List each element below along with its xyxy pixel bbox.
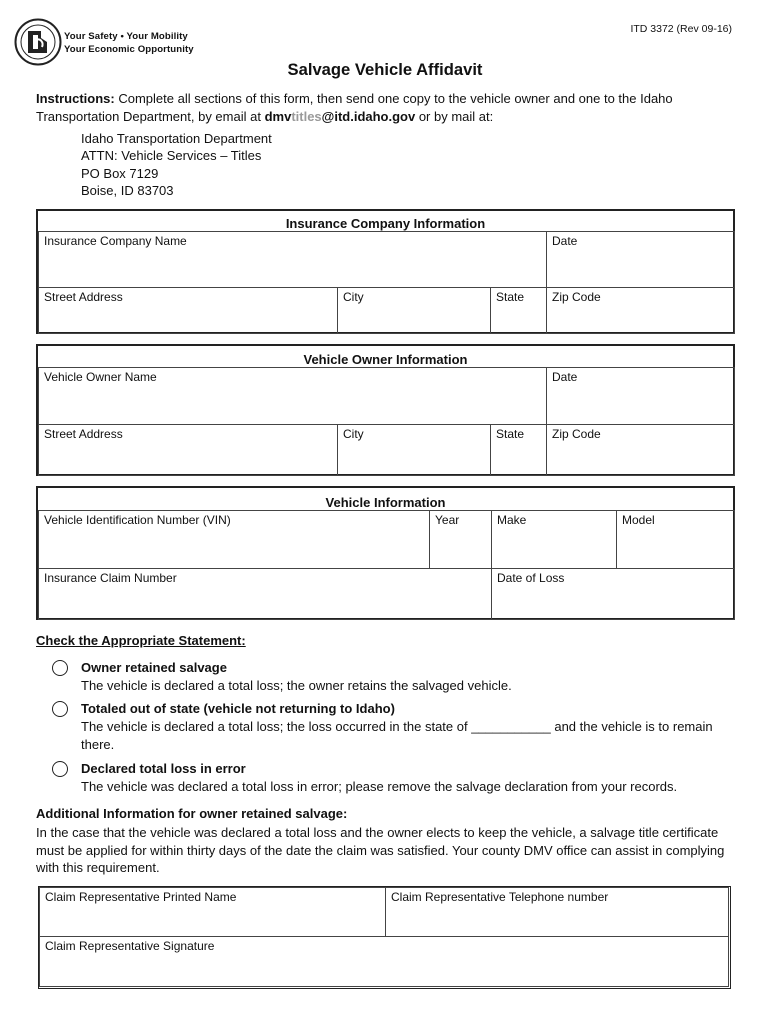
instructions-text-2: or by mail at: [415, 108, 494, 124]
option-description: The vehicle is declared a total loss; the owner retains the salvaged vehicle. [81, 678, 512, 693]
tagline-line-1: Your Safety • Your Mobility [64, 31, 188, 42]
email-part-2[interactable]: titles [291, 108, 322, 124]
vehicle-owner-section [36, 344, 735, 476]
claim-representative-section [38, 886, 731, 989]
vehicle-information-section [36, 486, 735, 620]
email-part-1[interactable]: dmv [264, 108, 292, 124]
date-of-loss-field[interactable]: Date of Loss [491, 568, 735, 620]
additional-info-heading: Additional Information for owner retained salvage: [36, 806, 348, 821]
insurance-claim-number-field[interactable]: Insurance Claim Number [38, 568, 492, 620]
insurance-city-field[interactable]: City [337, 287, 491, 334]
section-title: Vehicle Information [325, 495, 446, 510]
representative-signature-field[interactable]: Claim Representative Signature [39, 936, 729, 987]
insurance-street-address-field[interactable]: Street Address [38, 287, 338, 334]
form-number: ITD 3372 (Rev 09-16) [630, 23, 732, 35]
representative-printed-name-field[interactable]: Claim Representative Printed Name [39, 887, 386, 937]
insurance-state-field[interactable]: State [490, 287, 547, 334]
option-heading: Owner retained salvage [81, 660, 227, 675]
instructions-paragraph [36, 90, 736, 125]
statement-heading: Check the Appropriate Statement: [36, 633, 246, 648]
option-description: The vehicle was declared a total loss in error; please remove the salvage declaration from your records. [81, 779, 678, 794]
model-field[interactable]: Model [616, 510, 735, 569]
owner-street-address-field[interactable]: Street Address [38, 424, 338, 476]
make-field[interactable]: Make [491, 510, 617, 569]
owner-state-field[interactable]: State [490, 424, 547, 476]
vin-field[interactable]: Vehicle Identification Number (VIN) [38, 510, 430, 569]
insurance-company-name-field[interactable]: Insurance Company Name [38, 231, 547, 288]
page-title: Salvage Vehicle Affidavit [287, 60, 483, 79]
mailing-address [81, 130, 272, 200]
owner-zip-field[interactable]: Zip Code [546, 424, 735, 476]
radio-button[interactable] [52, 660, 68, 676]
instructions-label: Instructions: [36, 91, 115, 106]
option-heading: Declared total loss in error [81, 761, 246, 776]
instructions-text-1: Complete all sections of this form, then send one copy to the vehicle owner and one to the Idaho Transportation Department, by email at [36, 91, 673, 124]
radio-button[interactable] [52, 701, 68, 717]
email-part-3[interactable]: @itd.idaho.gov [321, 108, 416, 124]
itd-logo-icon [14, 18, 62, 66]
insurance-company-section [36, 209, 735, 334]
address-line: ATTN: Vehicle Services – Titles [81, 148, 262, 164]
owner-city-field[interactable]: City [337, 424, 491, 476]
radio-button[interactable] [52, 761, 68, 777]
address-line: Boise, ID 83703 [81, 183, 174, 199]
option-description: The vehicle is declared a total loss; the loss occurred in the state of ___________ and the vehicle is to remain there. [81, 719, 713, 752]
section-title: Vehicle Owner Information [303, 352, 468, 367]
additional-info-text: In the case that the vehicle was declared a total loss and the owner elects to keep the vehicle, a salvage title certificate must be applied for within thirty days of the date the claim was satisfied. Your county DMV office can assist in complying with this requirement. [36, 825, 725, 876]
address-line: PO Box 7129 [81, 165, 159, 181]
section-title: Insurance Company Information [285, 216, 486, 231]
address-line: Idaho Transportation Department [81, 131, 272, 146]
option-heading: Totaled out of state (vehicle not returning to Idaho) [81, 701, 395, 716]
owner-name-field[interactable]: Vehicle Owner Name [38, 367, 547, 425]
year-field[interactable]: Year [429, 510, 492, 569]
insurance-date-field[interactable]: Date [546, 231, 735, 288]
representative-telephone-field[interactable]: Claim Representative Telephone number [385, 887, 729, 937]
owner-date-field[interactable]: Date [546, 367, 735, 425]
insurance-zip-field[interactable]: Zip Code [546, 287, 735, 334]
tagline-line-2: Your Economic Opportunity [64, 44, 194, 55]
